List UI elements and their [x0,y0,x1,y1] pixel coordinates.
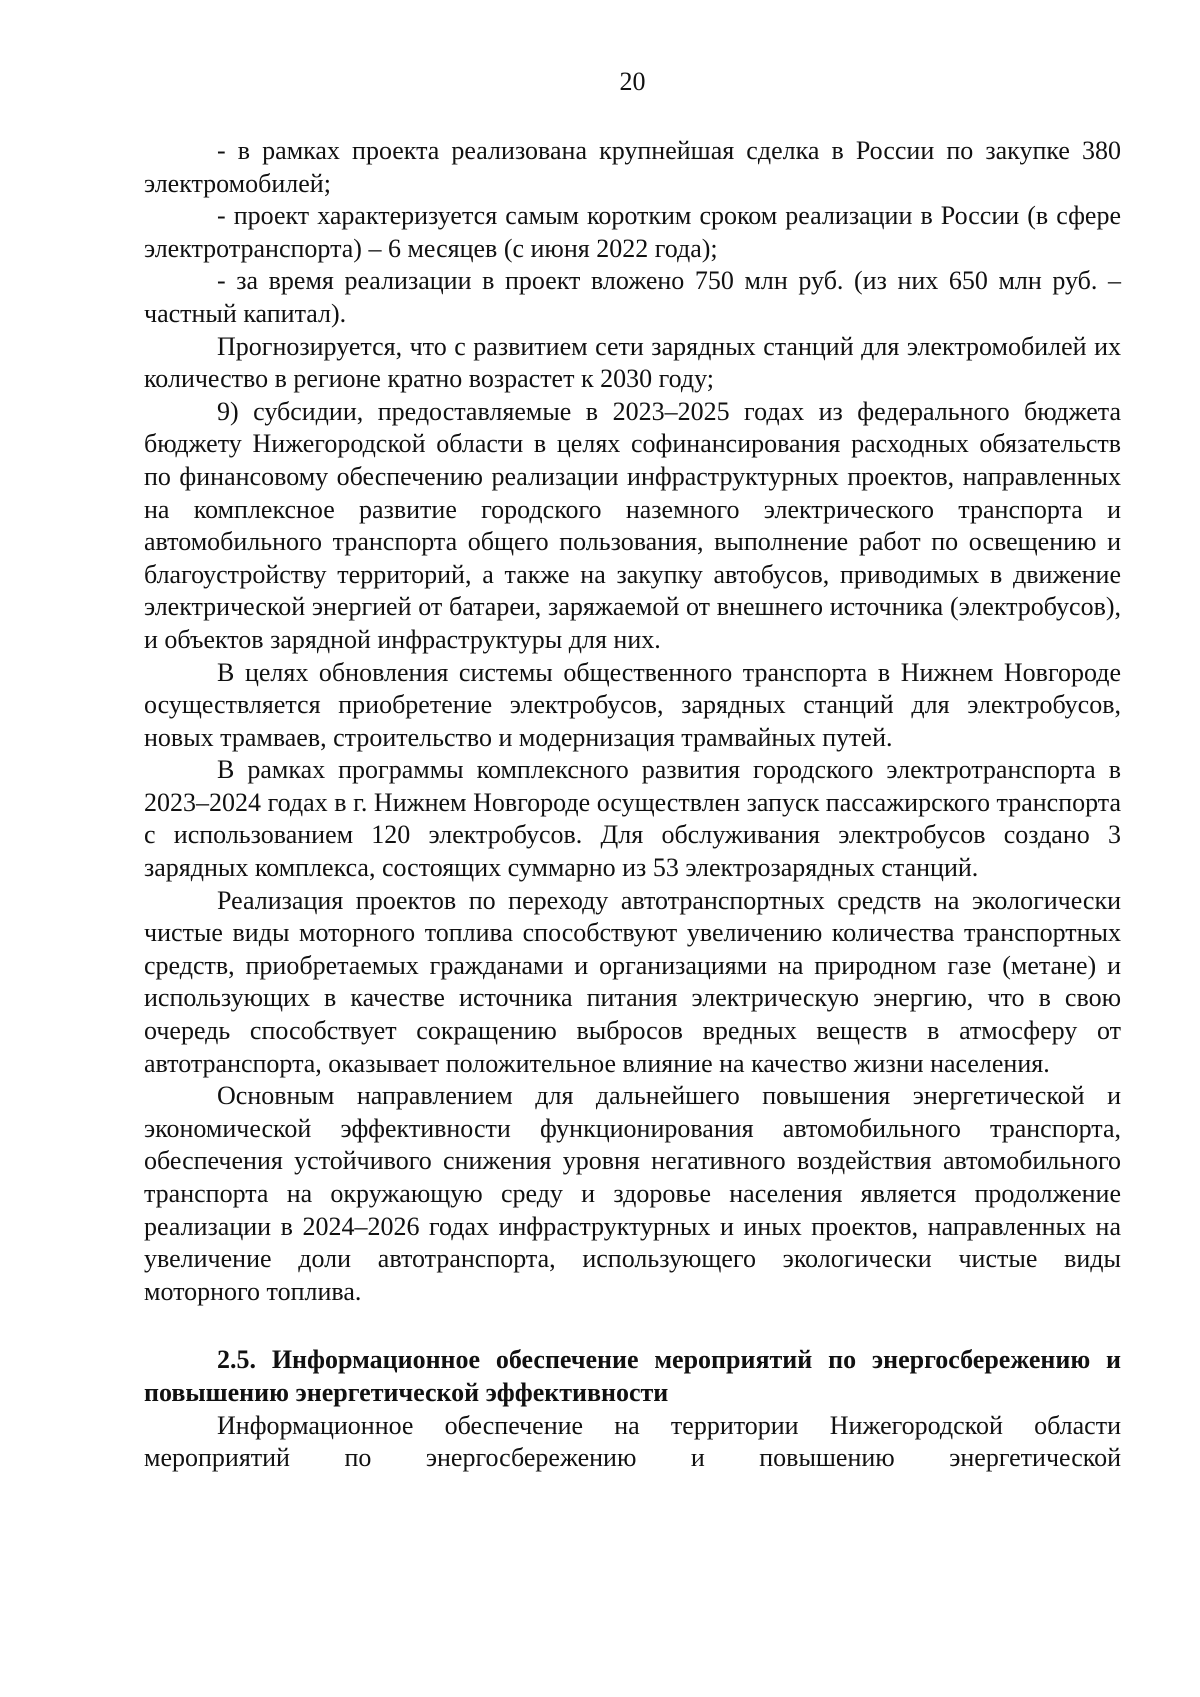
paragraph-information-support: Информационное обеспечение на территории Нижегородской области мероприятий по энергосбережению и повышению энергетической [144,1410,1121,1473]
page-number: 20 [619,67,646,96]
paragraph-transport-renewal: В целях обновления системы общественного транспорта в Нижнем Новгороде осуществляется приобретение электробусов, зарядных станций для электробусов, новых трамваев, строительство и модернизация трамвайных путей. [144,657,1121,752]
paragraph-project-duration: - проект характеризуется самым коротким сроком реализации в России (в сфере электротранспорта) – 6 месяцев (с июня 2022 года); [144,201,1121,263]
paragraph-project-investment: - за время реализации в проект вложено 750 млн руб. (из них 650 млн руб. – частный капитал). [144,266,1121,328]
paragraph-main-direction: Основным направлением для дальнейшего повышения энергетической и экономической эффективности функционирования автомобильного транспорта, обеспечения устойчивого снижения уровня негативного воздействия автомобильного транспорта на окружающую среду и здоровье населения является продолжение реализации в 2024–2026 годах инфраструктурных и иных проектов, направленных на увеличение доли автотранспорта, использующего экологически чистые виды моторного топлива. [144,1081,1121,1306]
document-page [144,66,1121,1475]
paragraph-subsidies: 9) субсидии, предоставляемые в 2023–2025 годах из федерального бюджета бюджету Нижегородской области в целях софинансирования расходных обязательств по финансовому обеспечению реализации инфраструктурных проектов, направленных на комплексное развитие городского наземного электрического транспорта и автомобильного транспорта общего пользования, выполнение работ по освещению и благоустройству территорий, а также на закупку автобусов, приводимых в движение электрической энергией от батареи, заряжаемой от внешнего источника (электробусов), и объектов зарядной инфраструктуры для них. [144,396,1121,654]
section-heading: 2.5. Информационное обеспечение мероприятий по энергосбережению и повышению энергетической эффективности [144,1345,1121,1407]
paragraph-project-deal: - в рамках проекта реализована крупнейшая сделка в России по закупке 380 электромобилей; [144,136,1121,198]
paragraph-forecast: Прогнозируется, что с развитием сети зарядных станций для электромобилей их количество в регионе кратно возрастет к 2030 году; [144,331,1121,394]
paragraph-clean-fuel: Реализация проектов по переходу автотранспортных средств на экологически чистые виды моторного топлива способствуют увеличению количества транспортных средств, приобретаемых гражданами и организациями на природном газе (метане) и использующих в качестве источника питания электрическую энергию, что в свою очередь способствует сокращению выбросов вредных веществ в атмосферу от автотранспорта, оказывает положительное влияние на качество жизни населения. [144,885,1121,1078]
paragraph-electrobus-program: В рамках программы комплексного развития городского электротранспорта в 2023–2024 годах в г. Нижнем Новгороде осуществлен запуск пассажирского транспорта с использованием 120 электробусов. Для обслуживания электробусов создано 3 зарядных комплекса, состоящих суммарно из 53 электрозарядных станций. [144,755,1121,883]
